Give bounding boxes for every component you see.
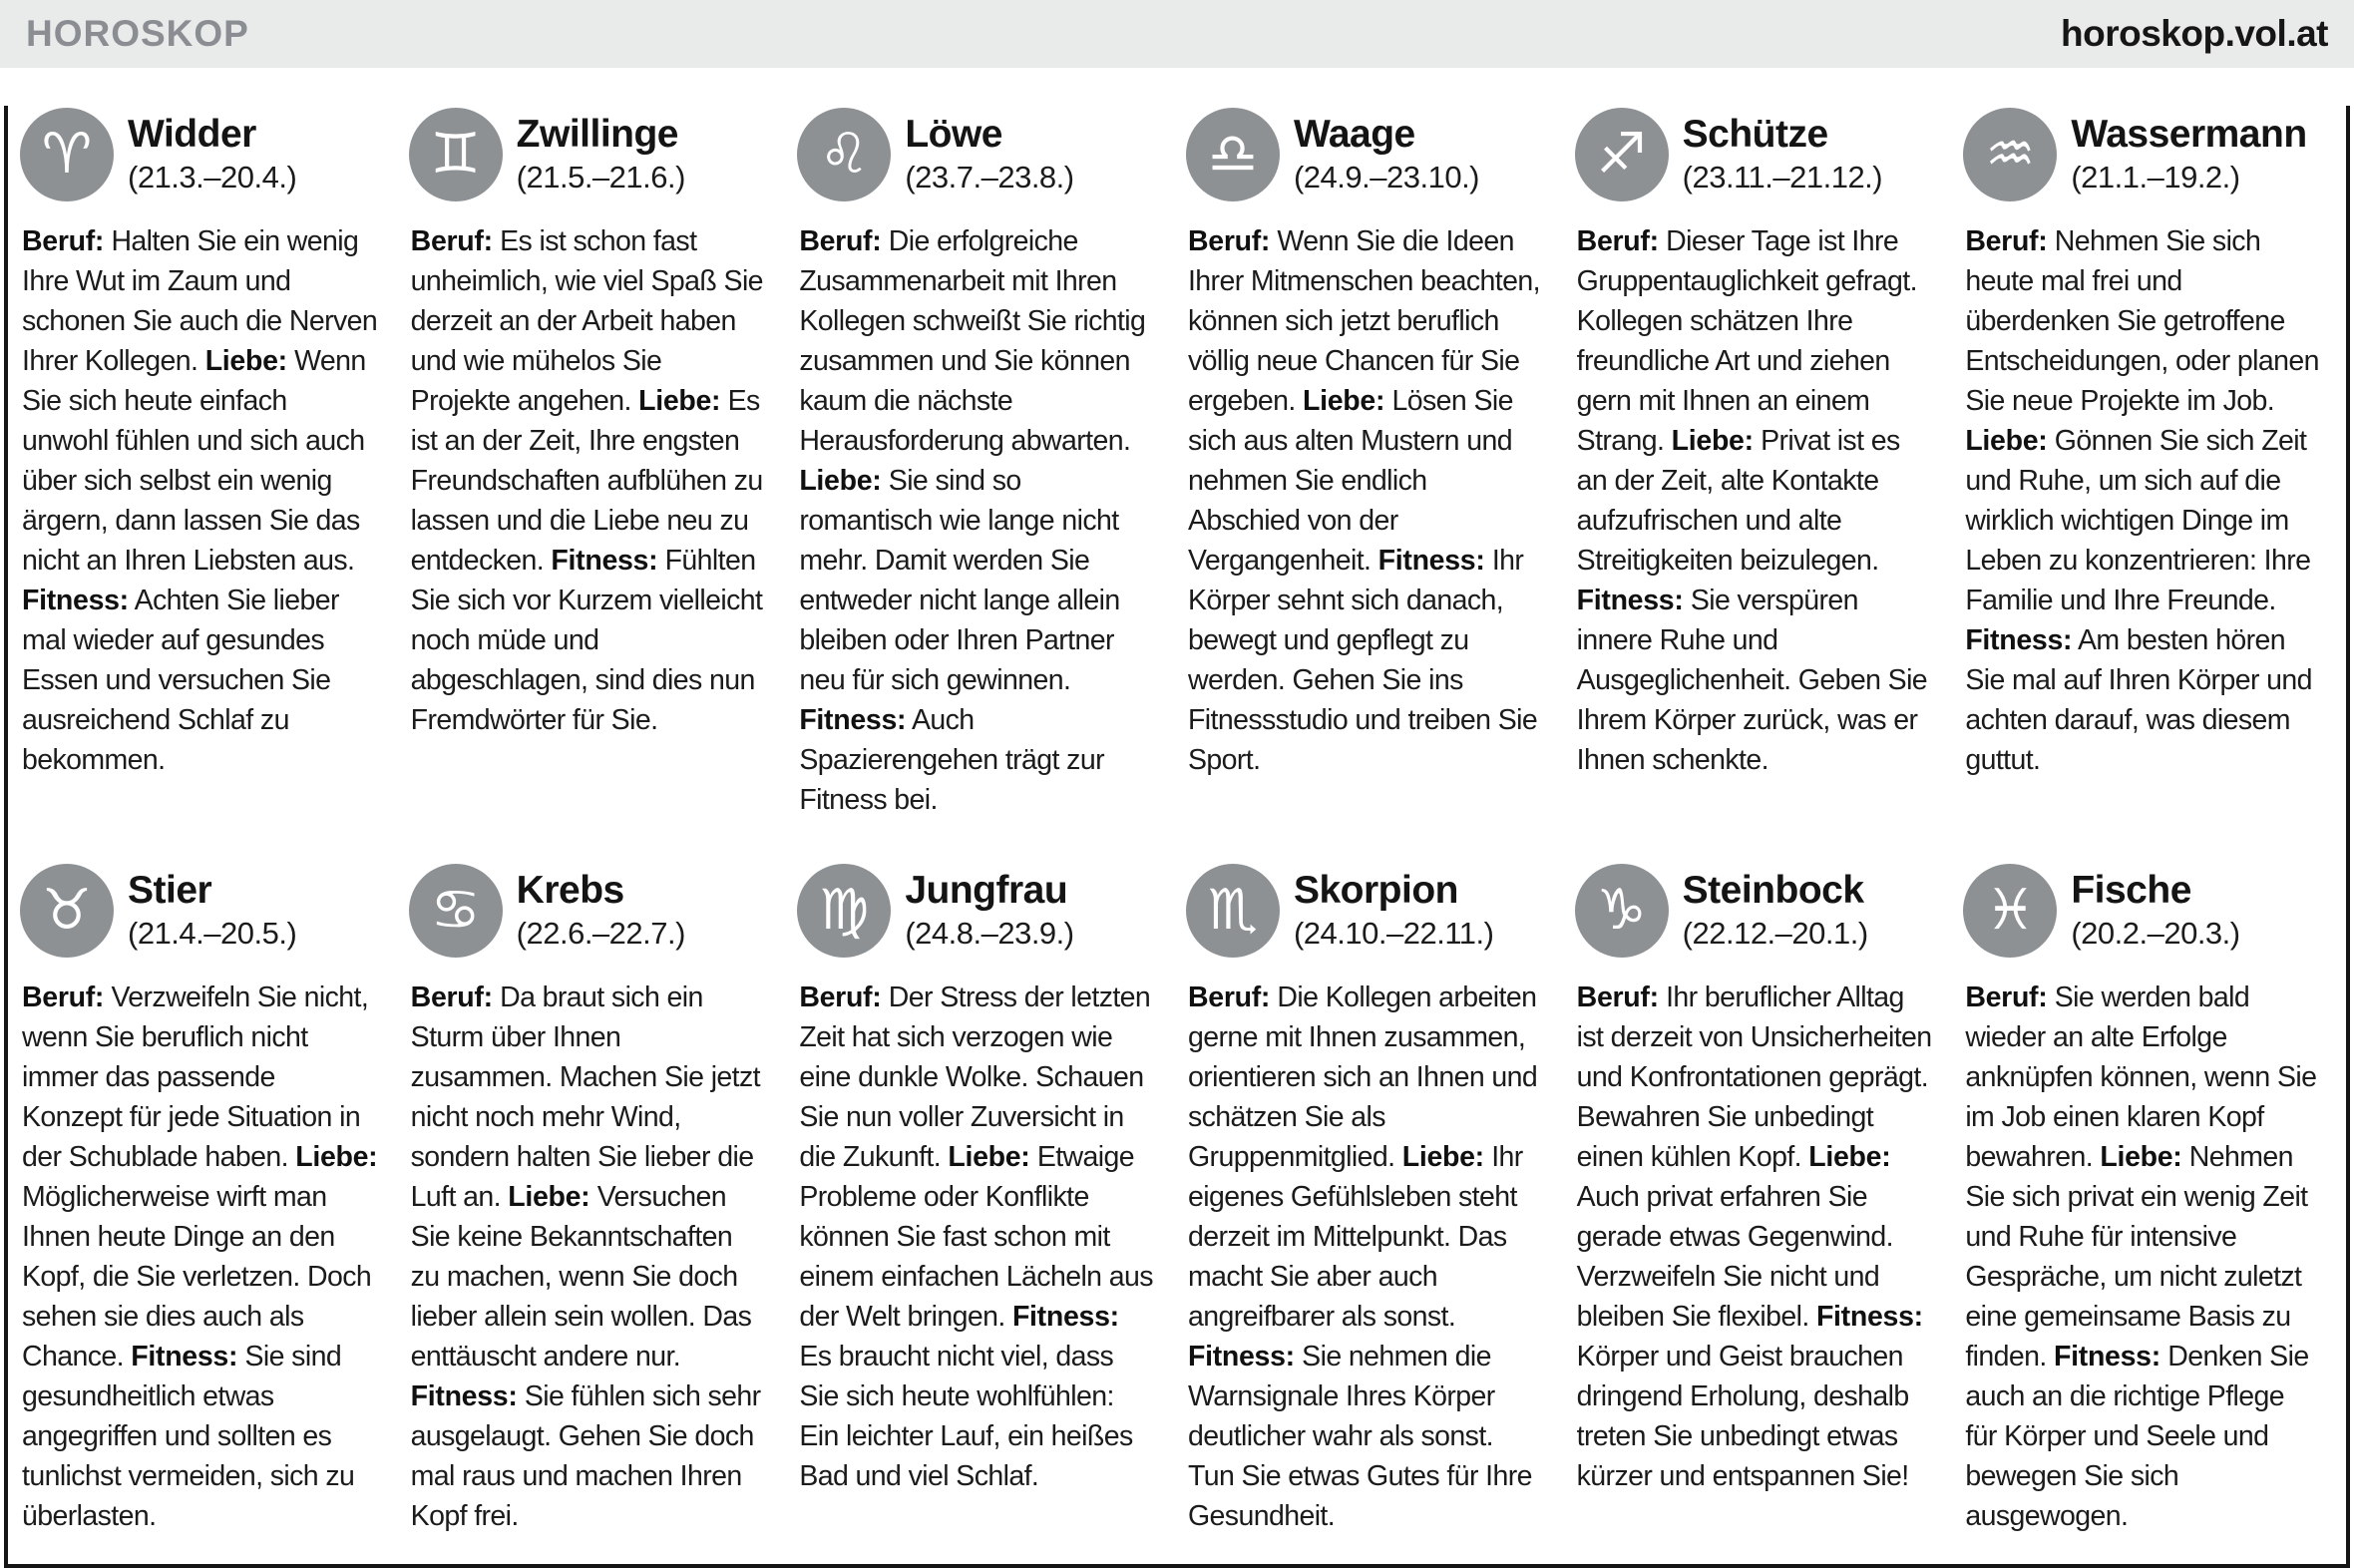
beruf-text: Der Stress der letzten Zeit hat sich verzogen wie eine dunkle Wolke. Schauen Sie nun voller Zuversicht in die Zukunft. xyxy=(799,981,1151,1173)
sign-card xyxy=(1575,864,1934,1536)
sign-name: Zwillinge xyxy=(516,112,678,156)
fitness-text: Am besten hören Sie mal auf Ihren Körper und achten darauf, was diesem guttut. xyxy=(1965,624,2312,776)
liebe-label: Liebe: xyxy=(638,385,721,417)
fitness-label: Fitness: xyxy=(410,1380,518,1412)
fitness-label: Fitness: xyxy=(1187,1341,1295,1372)
scales-icon-glyph: ♎ xyxy=(1207,122,1259,187)
page-title: HOROSKOP xyxy=(26,13,249,54)
sign-card xyxy=(409,108,768,820)
sign-header xyxy=(1575,864,1934,958)
fitness-label: Fitness: xyxy=(22,585,129,616)
scorpion-icon xyxy=(1186,864,1280,958)
fitness-text: Sie sind gesundheitlich etwas angegriffen und sollten es tunlichst vermeiden, sich zu überlasten. xyxy=(22,1341,355,1532)
sign-name: Jungfrau xyxy=(905,868,1068,912)
fitness-text: Auch Spazierengehen trägt zur Fitness bei. xyxy=(799,704,1104,816)
crab-icon xyxy=(409,864,503,958)
liebe-text: Privat ist es an der Zeit, alte Kontakte aufzufrischen und alte Streitigkeiten beizulegen. xyxy=(1576,425,1900,577)
site-url-label: horoskop.vol.at xyxy=(2061,13,2328,54)
sign-name: Steinbock xyxy=(1682,868,1864,912)
beruf-text: Da braut sich ein Sturm über Ihnen zusammen. Machen Sie jetzt nicht noch mehr Wind, sondern halten Sie lieber die Luft an. xyxy=(410,981,760,1213)
twins-icon xyxy=(409,108,503,201)
scorpion-icon-glyph: ♏ xyxy=(1207,878,1259,943)
beruf-label: Beruf: xyxy=(799,981,882,1013)
crab-icon-glyph: ♋ xyxy=(430,878,481,943)
beruf-text: Wenn Sie die Ideen Ihrer Mitmenschen beachten, können sich jetzt beruflich völlig neue Chancen für Sie ergeben. xyxy=(1187,225,1540,417)
liebe-text: Ihr eigenes Gefühlsleben steht derzeit im Mittelpunkt. Das macht Sie aber auch angreifbarer als sonst. xyxy=(1187,1141,1523,1333)
sign-card xyxy=(1186,108,1545,820)
sign-card xyxy=(1186,864,1545,1536)
ram-icon-glyph: ♈ xyxy=(41,122,93,187)
liebe-text: Versuchen Sie keine Bekanntschaften zu machen, wenn Sie doch lieber allein sein wollen. Das enttäuscht andere nur. xyxy=(410,1181,752,1372)
sign-name: Skorpion xyxy=(1293,868,1458,912)
beruf-text: Es ist schon fast unheimlich, wie viel Spaß Sie derzeit an der Arbeit haben und wie mühelos Sie Projekte angehen. xyxy=(410,225,763,417)
sign-horoscope-text xyxy=(1577,978,1934,1496)
beruf-text: Halten Sie ein wenig Ihre Wut im Zaum und schonen Sie auch die Nerven Ihrer Kollegen. xyxy=(22,225,378,377)
sign-card xyxy=(797,108,1156,820)
fishes-icon xyxy=(1963,864,2057,958)
water-bearer-icon xyxy=(1963,108,2057,201)
sign-date-range: (21.1.–19.2.) xyxy=(2071,159,2240,195)
lion-icon xyxy=(797,108,891,201)
twins-icon-glyph: ♊ xyxy=(430,122,481,187)
beruf-text: Die Kollegen arbeiten gerne mit Ihnen zusammen, orientieren sich an Ihnen und schätzen Sie als Gruppenmitglied. xyxy=(1187,981,1538,1173)
sign-horoscope-text xyxy=(411,978,768,1536)
beruf-label: Beruf: xyxy=(1965,225,2048,257)
beruf-label: Beruf: xyxy=(1576,225,1659,257)
sign-header xyxy=(409,108,768,201)
virgin-icon xyxy=(797,864,891,958)
liebe-text: Etwaige Probleme oder Konflikte können Sie fast schon mit einem einfachen Lächeln aus der Welt bringen. xyxy=(799,1141,1153,1333)
liebe-label: Liebe: xyxy=(295,1141,378,1173)
liebe-label: Liebe: xyxy=(1808,1141,1891,1173)
liebe-text: Nehmen Sie sich privat ein wenig Zeit und Ruhe für intensive Gespräche, um nicht zuletzt eine gemeinsame Basis zu finden. xyxy=(1965,1141,2308,1372)
fitness-text: Sie fühlen sich sehr ausgelaugt. Gehen Sie doch mal raus und machen Ihren Kopf frei. xyxy=(410,1380,761,1532)
sign-card xyxy=(797,864,1156,1536)
fitness-text: Körper und Geist brauchen dringend Erholung, deshalb treten Sie unbedingt etwas kürzer und entspannen Sie! xyxy=(1576,1341,1909,1492)
sign-header xyxy=(20,108,379,201)
sign-horoscope-text xyxy=(1188,221,1545,780)
fishes-icon-glyph: ♓ xyxy=(1985,878,2036,943)
sign-date-range: (22.6.–22.7.) xyxy=(516,915,685,951)
beruf-label: Beruf: xyxy=(410,225,493,257)
beruf-text: Dieser Tage ist Ihre Gruppentauglichkeit gefragt. Kollegen schätzen Ihre freundliche Art und ziehen gern mit Ihnen an einem Strang. xyxy=(1576,225,1917,457)
sign-horoscope-text xyxy=(22,978,379,1536)
liebe-label: Liebe: xyxy=(1401,1141,1484,1173)
sign-horoscope-text xyxy=(799,221,1156,820)
beruf-label: Beruf: xyxy=(22,981,105,1013)
sign-header xyxy=(1963,108,2322,201)
fitness-label: Fitness: xyxy=(2054,1341,2160,1372)
liebe-text: Gönnen Sie sich Zeit und Ruhe, um sich auf die wirklich wichtigen Dinge im Leben zu konzentrieren: Ihre Familie und Ihre Freunde. xyxy=(1965,425,2311,616)
fitness-text: Fühlten Sie sich vor Kurzem vielleicht noch müde und abgeschlagen, sind dies nun Fremdwörter für Sie. xyxy=(410,545,763,736)
sign-horoscope-text xyxy=(1577,221,1934,780)
sign-card xyxy=(1575,108,1934,820)
sign-name: Fische xyxy=(2071,868,2191,912)
liebe-label: Liebe: xyxy=(1671,425,1754,457)
page-header xyxy=(0,0,2354,68)
sign-date-range: (20.2.–20.3.) xyxy=(2071,915,2240,951)
sign-name: Widder xyxy=(128,112,256,156)
sign-header xyxy=(409,864,768,958)
sign-date-range: (23.11.–21.12.) xyxy=(1682,159,1883,195)
sign-date-range: (21.5.–21.6.) xyxy=(516,159,685,195)
goat-icon-glyph: ♑ xyxy=(1596,878,1647,943)
fitness-text: Es braucht nicht viel, dass Sie sich heute wohlfühlen: Ein leichter Lauf, ein heißes Bad und viel Schlaf. xyxy=(799,1341,1133,1492)
liebe-text: Wenn Sie sich heute einfach unwohl fühlen und sich auch über sich selbst ein wenig ärgern, dann lassen Sie das nicht an Ihren Liebsten aus. xyxy=(22,345,366,577)
fitness-text: Denken Sie auch an die richtige Pflege für Körper und Seele und bewegen Sie sich ausgewogen. xyxy=(1965,1341,2309,1532)
sign-header xyxy=(1963,864,2322,958)
virgin-icon-glyph: ♍ xyxy=(819,878,870,943)
liebe-text: Möglicherweise wirft man Ihnen heute Dinge an den Kopf, die Sie verletzen. Doch sehen sie dies auch als Chance. xyxy=(22,1181,372,1372)
liebe-text: Auch privat erfahren Sie gerade etwas Gegenwind. Verzweifeln Sie nicht und bleiben Sie flexibel. xyxy=(1576,1181,1893,1333)
beruf-label: Beruf: xyxy=(799,225,882,257)
liebe-label: Liebe: xyxy=(204,345,287,377)
sign-date-range: (21.4.–20.5.) xyxy=(128,915,297,951)
liebe-label: Liebe: xyxy=(2100,1141,2182,1173)
liebe-label: Liebe: xyxy=(508,1181,590,1213)
sign-horoscope-text xyxy=(1188,978,1545,1536)
fitness-label: Fitness: xyxy=(131,1341,238,1372)
sign-header xyxy=(1575,108,1934,201)
liebe-label: Liebe: xyxy=(1965,425,2048,457)
archer-icon-glyph: ♐ xyxy=(1596,122,1647,187)
sign-horoscope-text xyxy=(799,978,1156,1496)
sign-name: Stier xyxy=(128,868,212,912)
sign-card xyxy=(20,108,379,820)
beruf-label: Beruf: xyxy=(1576,981,1659,1013)
liebe-label: Liebe: xyxy=(799,465,882,497)
fitness-label: Fitness: xyxy=(1815,1301,1923,1333)
beruf-text: Ihr beruflicher Alltag ist derzeit von Unsicherheiten und Konfrontationen geprägt. Bewahren Sie unbedingt einen kühlen Kopf. xyxy=(1576,981,1932,1173)
fitness-text: Sie verspüren innere Ruhe und Ausgeglichenheit. Geben Sie Ihrem Körper zurück, was er Ihnen schenkte. xyxy=(1576,585,1928,776)
sign-header xyxy=(1186,864,1545,958)
fitness-label: Fitness: xyxy=(551,545,658,577)
sign-card xyxy=(1963,108,2322,820)
bull-icon-glyph: ♉ xyxy=(41,878,93,943)
fitness-label: Fitness: xyxy=(1377,545,1485,577)
fitness-label: Fitness: xyxy=(799,704,907,736)
sign-header xyxy=(1186,108,1545,201)
sign-horoscope-text xyxy=(1965,221,2322,780)
sign-header xyxy=(797,108,1156,201)
sign-name: Löwe xyxy=(905,112,1002,156)
beruf-label: Beruf: xyxy=(410,981,493,1013)
sign-horoscope-text xyxy=(22,221,379,780)
fitness-label: Fitness: xyxy=(1965,624,2073,656)
sign-header xyxy=(797,864,1156,958)
fitness-label: Fitness: xyxy=(1576,585,1684,616)
sign-date-range: (24.10.–22.11.) xyxy=(1293,915,1494,951)
goat-icon xyxy=(1575,864,1669,958)
liebe-text: Lösen Sie sich aus alten Mustern und nehmen Sie endlich Abschied von der Vergangenheit. xyxy=(1187,385,1513,577)
liebe-text: Es ist an der Zeit, Ihre engsten Freundschaften aufblühen zu lassen und die Liebe neu zu entdecken. xyxy=(410,385,763,577)
ram-icon xyxy=(20,108,114,201)
liebe-label: Liebe: xyxy=(1303,385,1385,417)
sign-name: Wassermann xyxy=(2071,112,2307,156)
fitness-text: Ihr Körper sehnt sich danach, bewegt und gepflegt zu werden. Gehen Sie ins Fitnessstudio und treiben Sie Sport. xyxy=(1187,545,1538,776)
fitness-text: Achten Sie lieber mal wieder auf gesundes Essen und versuchen Sie ausreichend Schlaf zu bekommen. xyxy=(22,585,339,776)
sign-name: Schütze xyxy=(1682,112,1828,156)
sign-horoscope-text xyxy=(411,221,768,740)
beruf-text: Die erfolgreiche Zusammenarbeit mit Ihren Kollegen schweißt Sie richtig zusammen und Sie können kaum die nächste Herausforderung abwarten. xyxy=(799,225,1146,457)
sign-date-range: (21.3.–20.4.) xyxy=(128,159,297,195)
scales-icon xyxy=(1186,108,1280,201)
horoscope-board xyxy=(4,106,2350,1568)
sign-card xyxy=(1963,864,2322,1536)
lion-icon-glyph: ♌ xyxy=(819,122,870,187)
water-bearer-icon-glyph: ♒ xyxy=(1985,122,2036,187)
sign-card xyxy=(409,864,768,1536)
sign-name: Waage xyxy=(1293,112,1415,156)
fitness-text: Sie nehmen die Warnsignale Ihres Körper deutlicher wahr als sonst. Tun Sie etwas Gutes für Ihre Gesundheit. xyxy=(1187,1341,1532,1532)
sign-date-range: (23.7.–23.8.) xyxy=(905,159,1074,195)
beruf-label: Beruf: xyxy=(1965,981,2048,1013)
beruf-text: Nehmen Sie sich heute mal frei und überdenken Sie getroffene Entscheidungen, oder planen Sie neue Projekte im Job. xyxy=(1965,225,2319,417)
sign-date-range: (24.8.–23.9.) xyxy=(905,915,1074,951)
beruf-text: Sie werden bald wieder an alte Erfolge anknüpfen können, wenn Sie im Job einen klaren Kopf bewahren. xyxy=(1965,981,2317,1173)
beruf-text: Verzweifeln Sie nicht, wenn Sie beruflich nicht immer das passende Konzept für jede Situation in der Schublade haben. xyxy=(22,981,369,1173)
bull-icon xyxy=(20,864,114,958)
signs-grid xyxy=(20,108,2322,1536)
sign-date-range: (24.9.–23.10.) xyxy=(1293,159,1480,195)
beruf-label: Beruf: xyxy=(22,225,105,257)
liebe-label: Liebe: xyxy=(948,1141,1030,1173)
beruf-label: Beruf: xyxy=(1187,981,1271,1013)
sign-horoscope-text xyxy=(1965,978,2322,1536)
beruf-label: Beruf: xyxy=(1187,225,1271,257)
sign-name: Krebs xyxy=(516,868,624,912)
sign-card xyxy=(20,864,379,1536)
sign-header xyxy=(20,864,379,958)
fitness-label: Fitness: xyxy=(1011,1301,1119,1333)
sign-date-range: (22.12.–20.1.) xyxy=(1682,915,1868,951)
liebe-text: Sie sind so romantisch wie lange nicht mehr. Damit werden Sie entweder nicht lange allein bleiben oder Ihren Partner neu für sich gewinnen. xyxy=(799,465,1120,696)
archer-icon xyxy=(1575,108,1669,201)
